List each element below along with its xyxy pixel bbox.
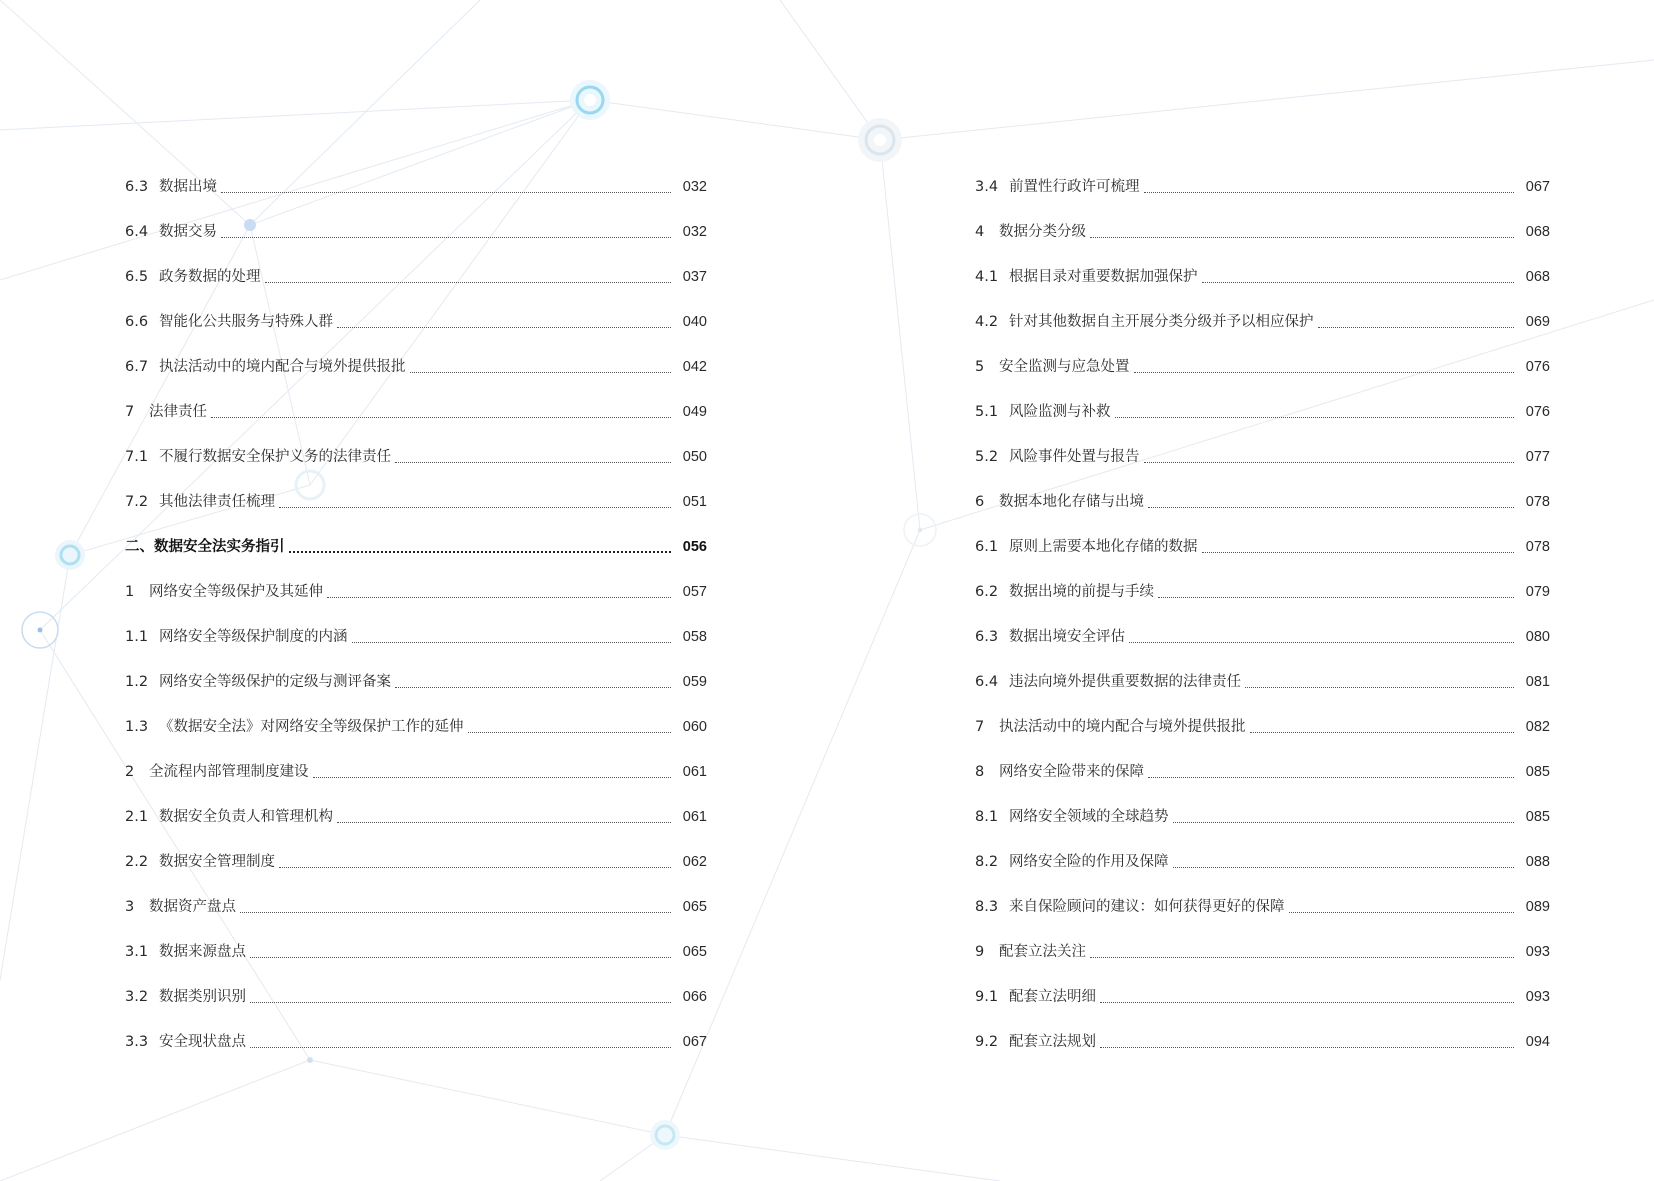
- toc-entry-number: 9.2: [975, 1034, 999, 1050]
- toc-entry-title: 数据本地化存储与出境: [999, 494, 1144, 510]
- dot-leader: [1134, 372, 1515, 373]
- toc-entry-title: 数据出境: [159, 179, 217, 195]
- toc-entry-number: 1.1: [125, 629, 149, 645]
- dot-leader: [221, 192, 671, 193]
- toc-entry[interactable]: [975, 422, 1550, 467]
- toc-entry[interactable]: [975, 197, 1550, 242]
- toc-entry-page-number: 057: [682, 584, 707, 600]
- dot-leader: [1148, 507, 1514, 508]
- toc-entry-number: 3.4: [975, 179, 999, 195]
- toc-entry[interactable]: [125, 377, 707, 422]
- toc-entry-page-number: 037: [682, 269, 707, 285]
- toc-entry[interactable]: [125, 512, 707, 557]
- toc-entry-page-number: 089: [1525, 899, 1550, 915]
- toc-entry-title: 《数据安全法》对网络安全等级保护工作的延伸: [159, 719, 464, 735]
- toc-entry-number: 4: [975, 224, 985, 240]
- toc-entry-title: 违法向境外提供重要数据的法律责任: [1009, 674, 1241, 690]
- toc-entry[interactable]: [125, 647, 707, 692]
- toc-entry-title: 数据安全负责人和管理机构: [159, 809, 333, 825]
- toc-entry-title: 执法活动中的境内配合与境外提供报批: [999, 719, 1246, 735]
- toc-entry-page-number: 076: [1525, 359, 1550, 375]
- dot-leader: [1144, 462, 1515, 463]
- toc-entry[interactable]: [125, 557, 707, 602]
- toc-entry-number: 3: [125, 899, 135, 915]
- toc-entry-number: 7: [975, 719, 985, 735]
- toc-entry-page-number: 032: [682, 179, 707, 195]
- toc-entry-number: 6.4: [975, 674, 999, 690]
- toc-entry-title: 配套立法关注: [999, 944, 1086, 960]
- toc-right-column: [975, 152, 1550, 1052]
- dot-leader: [250, 957, 671, 958]
- toc-entry-page-number: 078: [1525, 539, 1550, 555]
- toc-entry-page-number: 065: [682, 944, 707, 960]
- toc-entry-page-number: 062: [682, 854, 707, 870]
- toc-entry-page-number: 061: [682, 764, 707, 780]
- dot-leader: [1202, 282, 1515, 283]
- toc-entry-title: 安全现状盘点: [159, 1034, 246, 1050]
- toc-entry-page-number: 032: [682, 224, 707, 240]
- dot-leader: [279, 507, 671, 508]
- toc-entry-title: 全流程内部管理制度建设: [149, 764, 309, 780]
- toc-entry-title: 来自保险顾问的建议：如何获得更好的保障: [1009, 899, 1285, 915]
- toc-entry-title: 数据出境的前提与手续: [1009, 584, 1154, 600]
- dot-leader: [1090, 957, 1514, 958]
- toc-entry-number: 8.1: [975, 809, 999, 825]
- toc-entry-page-number: 056: [682, 539, 707, 555]
- toc-entry[interactable]: [125, 197, 707, 242]
- toc-entry-number: 6.2: [975, 584, 999, 600]
- toc-entry[interactable]: [125, 152, 707, 197]
- toc-entry-title: 其他法律责任梳理: [159, 494, 275, 510]
- toc-entry-number: 6.6: [125, 314, 149, 330]
- toc-entry[interactable]: [125, 962, 707, 1007]
- toc-entry[interactable]: [975, 782, 1550, 827]
- dot-leader: [240, 912, 671, 913]
- toc-entry[interactable]: [975, 332, 1550, 377]
- dot-leader: [265, 282, 672, 283]
- dot-leader: [1129, 642, 1514, 643]
- toc-entry[interactable]: [975, 647, 1550, 692]
- toc-entry-title: 执法活动中的境内配合与境外提供报批: [159, 359, 406, 375]
- toc-entry[interactable]: [975, 512, 1550, 557]
- dot-leader: [327, 597, 671, 598]
- dot-leader: [1148, 777, 1514, 778]
- toc-entry-number: 4.2: [975, 314, 999, 330]
- toc-entry-title: 配套立法规划: [1009, 1034, 1096, 1050]
- dot-leader: [221, 237, 671, 238]
- dot-leader: [1090, 237, 1514, 238]
- toc-entry-page-number: 085: [1525, 809, 1550, 825]
- toc-entry-title: 网络安全险的作用及保障: [1009, 854, 1169, 870]
- toc-entry-page-number: 080: [1525, 629, 1550, 645]
- toc-entry-page-number: 050: [682, 449, 707, 465]
- toc-entry-number: 1: [125, 584, 135, 600]
- toc-entry-title: 数据类别识别: [159, 989, 246, 1005]
- dot-leader: [395, 462, 671, 463]
- dot-leader: [1144, 192, 1515, 193]
- toc-entry[interactable]: [975, 242, 1550, 287]
- toc-entry-page-number: 088: [1525, 854, 1550, 870]
- toc-entry-title: 智能化公共服务与特殊人群: [159, 314, 333, 330]
- dot-leader: [1158, 597, 1514, 598]
- toc-entry-page-number: 058: [682, 629, 707, 645]
- toc-entry[interactable]: [975, 692, 1550, 737]
- toc-entry-number: 7.1: [125, 449, 149, 465]
- toc-entry-number: 6: [975, 494, 985, 510]
- toc-entry-title: 数据分类分级: [999, 224, 1086, 240]
- toc-entry-page-number: 051: [682, 494, 707, 510]
- toc-entry[interactable]: [975, 152, 1550, 197]
- toc-entry-number: 6.7: [125, 359, 149, 375]
- toc-entry-page-number: 068: [1525, 224, 1550, 240]
- toc-entry-title: 前置性行政许可梳理: [1009, 179, 1140, 195]
- toc-entry-title: 数据出境安全评估: [1009, 629, 1125, 645]
- toc-entry[interactable]: [975, 467, 1550, 512]
- toc-entry-page-number: 094: [1525, 1034, 1550, 1050]
- toc-entry-title: 政务数据的处理: [159, 269, 261, 285]
- toc-entry-page-number: 068: [1525, 269, 1550, 285]
- toc-entry-title: 原则上需要本地化存储的数据: [1009, 539, 1198, 555]
- toc-entry-number: 8: [975, 764, 985, 780]
- toc-entry[interactable]: [125, 1007, 707, 1052]
- toc-entry-title: 网络安全险带来的保障: [999, 764, 1144, 780]
- dot-leader: [395, 687, 671, 688]
- toc-entry[interactable]: [975, 827, 1550, 872]
- toc-entry[interactable]: [125, 827, 707, 872]
- toc-entry[interactable]: [125, 332, 707, 377]
- toc-entry-page-number: 085: [1525, 764, 1550, 780]
- dot-leader: [313, 777, 672, 778]
- toc-entry-number: 8.2: [975, 854, 999, 870]
- toc-entry-page-number: 078: [1525, 494, 1550, 510]
- dot-leader: [250, 1047, 671, 1048]
- toc-entry-number: 7: [125, 404, 135, 420]
- toc-entry[interactable]: [125, 782, 707, 827]
- toc-entry[interactable]: [125, 872, 707, 917]
- toc-entry[interactable]: [125, 602, 707, 647]
- dot-leader: [250, 1002, 671, 1003]
- dot-leader: [211, 417, 671, 418]
- toc-entry-title: 安全监测与应急处置: [999, 359, 1130, 375]
- toc-entry[interactable]: [975, 287, 1550, 332]
- toc-entry-number: 8.3: [975, 899, 999, 915]
- toc-entry-page-number: 077: [1525, 449, 1550, 465]
- dot-leader: [352, 642, 672, 643]
- dot-leader: [289, 551, 672, 553]
- toc-entry-title: 网络安全等级保护及其延伸: [149, 584, 323, 600]
- toc-entry-number: 6.1: [975, 539, 999, 555]
- toc-entry-title: 网络安全等级保护的定级与测评备案: [159, 674, 391, 690]
- toc-entry-title: 数据来源盘点: [159, 944, 246, 960]
- toc-entry-number: 6.3: [125, 179, 149, 195]
- toc-entry-page-number: 067: [682, 1034, 707, 1050]
- toc-entry-title: 配套立法明细: [1009, 989, 1096, 1005]
- toc-entry[interactable]: [975, 602, 1550, 647]
- dot-leader: [337, 822, 671, 823]
- dot-leader: [1245, 687, 1514, 688]
- toc-entry[interactable]: [975, 917, 1550, 962]
- toc-entry-page-number: 040: [682, 314, 707, 330]
- toc-entry-number: 6.5: [125, 269, 149, 285]
- toc-entry-number: 3.2: [125, 989, 149, 1005]
- toc-entry-number: 5: [975, 359, 985, 375]
- toc-entry-page-number: 081: [1525, 674, 1550, 690]
- toc-entry[interactable]: [125, 692, 707, 737]
- dot-leader: [1250, 732, 1515, 733]
- toc-entry-title: 风险监测与补救: [1009, 404, 1111, 420]
- dot-leader: [410, 372, 672, 373]
- dot-leader: [1318, 327, 1515, 328]
- toc-entry-page-number: 061: [682, 809, 707, 825]
- toc-entry-number: 5.1: [975, 404, 999, 420]
- toc-entry-title: 法律责任: [149, 404, 207, 420]
- toc-entry-page-number: 076: [1525, 404, 1550, 420]
- toc-entry[interactable]: [975, 557, 1550, 602]
- toc-entry-page-number: 065: [682, 899, 707, 915]
- toc-entry-number: 2: [125, 764, 135, 780]
- dot-leader: [1289, 912, 1515, 913]
- toc-entry-title: 网络安全领域的全球趋势: [1009, 809, 1169, 825]
- toc-entry[interactable]: [975, 872, 1550, 917]
- toc-entry-title: 不履行数据安全保护义务的法律责任: [159, 449, 391, 465]
- toc-entry-number: 9.1: [975, 989, 999, 1005]
- toc-entry-number: 5.2: [975, 449, 999, 465]
- toc-entry-number: 3.3: [125, 1034, 149, 1050]
- toc-entry[interactable]: [975, 377, 1550, 422]
- toc-entry-page-number: 042: [682, 359, 707, 375]
- toc-entry[interactable]: [125, 917, 707, 962]
- toc-entry-number: 7.2: [125, 494, 149, 510]
- dot-leader: [279, 867, 671, 868]
- toc-entry-page-number: 067: [1525, 179, 1550, 195]
- toc-entry-title: 风险事件处置与报告: [1009, 449, 1140, 465]
- toc-entry-title: 针对其他数据自主开展分类分级并予以相应保护: [1009, 314, 1314, 330]
- toc-entry-page-number: 082: [1525, 719, 1550, 735]
- toc-entry[interactable]: [975, 962, 1550, 1007]
- toc-entry-title: 网络安全等级保护制度的内涵: [159, 629, 348, 645]
- toc-entry-page-number: 059: [682, 674, 707, 690]
- toc-entry[interactable]: [125, 467, 707, 512]
- toc-entry-number: 6.4: [125, 224, 149, 240]
- toc-entry-number: 1.3: [125, 719, 149, 735]
- toc-entry-title: 数据资产盘点: [149, 899, 236, 915]
- toc-entry-title: 二、数据安全法实务指引: [125, 539, 285, 555]
- toc-entry-number: 4.1: [975, 269, 999, 285]
- toc-entry-title: 数据安全管理制度: [159, 854, 275, 870]
- toc-entry[interactable]: [125, 242, 707, 287]
- dot-leader: [337, 327, 671, 328]
- toc-entry-number: 3.1: [125, 944, 149, 960]
- dot-leader: [1173, 867, 1515, 868]
- dot-leader: [1100, 1047, 1514, 1048]
- dot-leader: [1115, 417, 1515, 418]
- toc-entry-page-number: 066: [682, 989, 707, 1005]
- toc-entry-page-number: 093: [1525, 989, 1550, 1005]
- toc-entry[interactable]: [125, 737, 707, 782]
- dot-leader: [468, 732, 672, 733]
- toc-entry-page-number: 049: [682, 404, 707, 420]
- dot-leader: [1202, 552, 1515, 553]
- toc-entry-number: 1.2: [125, 674, 149, 690]
- toc-left-column: [125, 152, 707, 1052]
- toc-entry[interactable]: [975, 737, 1550, 782]
- dot-leader: [1100, 1002, 1514, 1003]
- toc-entry-number: 6.3: [975, 629, 999, 645]
- toc-entry-title: 数据交易: [159, 224, 217, 240]
- toc-entry[interactable]: [125, 422, 707, 467]
- toc-entry-page-number: 060: [682, 719, 707, 735]
- toc-entry-number: 2.1: [125, 809, 149, 825]
- toc-entry[interactable]: [125, 287, 707, 332]
- toc-entry-page-number: 069: [1525, 314, 1550, 330]
- toc-entry-title: 根据目录对重要数据加强保护: [1009, 269, 1198, 285]
- toc-entry-number: 9: [975, 944, 985, 960]
- dot-leader: [1173, 822, 1515, 823]
- toc-entry-page-number: 093: [1525, 944, 1550, 960]
- toc-entry-number: 2.2: [125, 854, 149, 870]
- toc-entry[interactable]: [975, 1007, 1550, 1052]
- toc-entry-page-number: 079: [1525, 584, 1550, 600]
